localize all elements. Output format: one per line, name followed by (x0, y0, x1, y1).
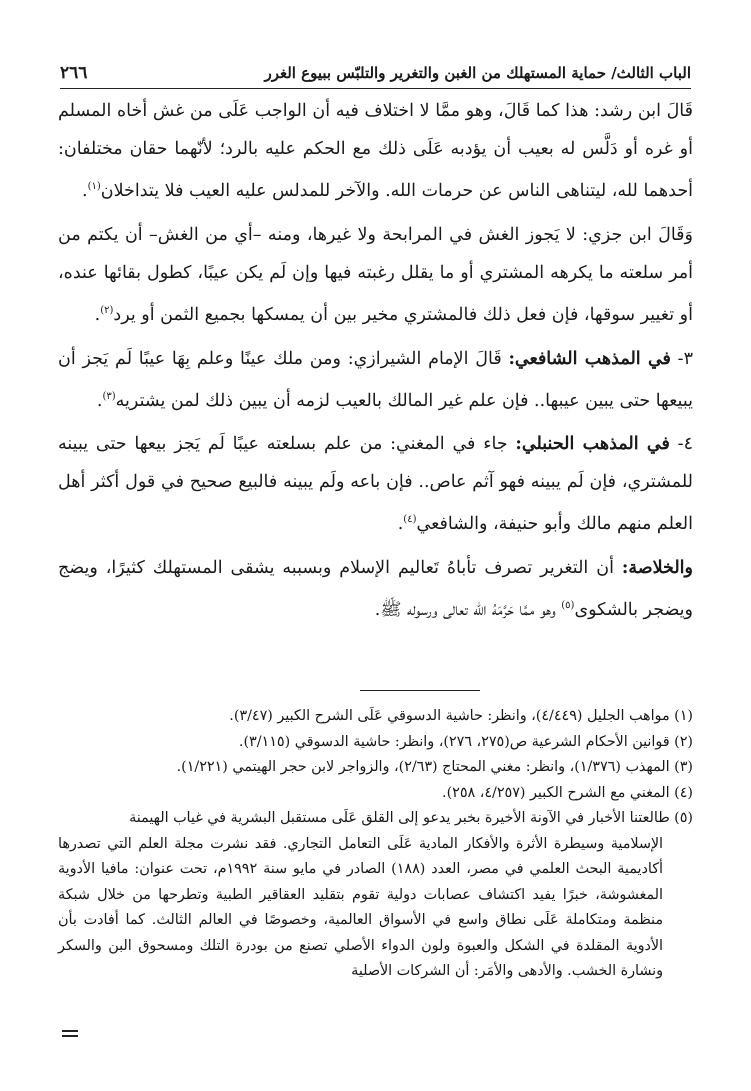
footnote-1: (١) مواهب الجليل (٤/٤٤٩)، وانظر: حاشية الدسوقي عَلَى الشرح الكبير (٣/٤٧). (229, 708, 693, 724)
footnote-ref-5: (٥) (561, 600, 575, 612)
footnote-ref-1: (١) (87, 181, 101, 192)
summary-heading: والخلاصة: (621, 558, 693, 579)
paragraph-ibn-rushd: قَالَ ابن رشد: هذا كما قَالَ، وهو ممَّا لا اختلاف فيه أن الواجب عَلَى من غش أخاه المسلم أو غره أو دَلَّس له بعيب أن يؤدبه عَلَى ذلك مع الحكم عليه بالرد؛ لأنّهما حقان مختلفان: أحدهما لله، ليتناهى الناس عن حرمات الله. والآخر للمدلس عليه العيب فلا يتداخلان$^{(١)}$. (58, 101, 693, 201)
footnote-ref-2: (٢) (100, 304, 114, 316)
section-heading-shafii: في المذهب الشافعي: (508, 348, 671, 369)
chapter-title: الباب الثالث/ حماية المستهلك من الغبن والتغرير والتلبّس ببيوع الغرر (264, 64, 691, 82)
footnote-2: (٢) قوانين الأحكام الشرعية ص(٢٧٥، ٢٧٦)، وانظر: حاشية الدسوقي (٣/١١٥). (238, 733, 693, 750)
footnotes (58, 704, 693, 985)
section-heading-hanbali: في المذهب الحنبلي: (515, 434, 670, 455)
paragraph-hanbali: ٤- في المذهب الحنبلي: جاء في المغني: من علم بسلعته عيبًا لَم يَجز بيعها حتى يبينه للمشتري، فإن لَم يبينه فهو آثم عاص.. فإن باعه ولَم يبينه فالبيع صحيح في قول أكثر أهل العلم منهم مالك وأبو حنيفة، والشافعي$^{(٤)}$. (58, 434, 693, 535)
page-number: ٢٦٦ (60, 63, 88, 83)
paragraph-shafii: ٣- في المذهب الشافعي: قَالَ الإمام الشيرازي: ومن ملك عينًا وعلم بِهَا عيبًا لَم يَجز أن يبيعها حتى يبين عيبها.. فإن علم غير المالك بالعيب لزمه أن يبين ذلك لمن يشتريه$^{(٣)}$. (58, 348, 693, 411)
footnote-ref-3: (٣) (102, 390, 116, 402)
footnote-5: (٥) طالعتنا الأخبار في الآونة الأخيرة بخبر يدعو إلى القلق عَلَى مستقبل البشرية في غياب الهيمنة (129, 810, 693, 826)
footnote-3: (٣) المهذب (١/٣٧٦)، وانظر: مغني المحتاج (٢/٦٣)، والزواجر لابن حجر الهيتمي (١/٢٢١). (176, 759, 693, 775)
main-text (58, 92, 693, 635)
footnote-separator (360, 690, 480, 691)
continuation-mark (62, 1030, 78, 1040)
paragraph-summary: والخلاصة: أن التغرير تصرف تأباهُ تَعاليم الإسلام وبسببه يشقى المستهلك كثيرًا، ويضج ويضجر بالشكوى$^{(٥)}$ وهو ممَّا حَرَّمَهُ الله تعالى ورسوله ﷺ. (58, 558, 693, 621)
footnote-5-continuation: الإسلامية وسيطرة الأثرة والأفكار المادية عَلَى التعامل التجاري. فقد نشرت مجلة العلم التي تصدرها أكاديمية البحث العلمي في مصر، العدد (١٨٨) الصادر في مايو سنة ١٩٩٢م، تحت عنوان: مافيا الأدوية المغشوشة، خبرًا يفيد اكتشاف عصابات دولية تقوم بتقليد العقاقير الطبية وتطرحها من خلال شبكة منظمة ومتكاملة عَلَى نطاق واسع في الأسواق العالمية، وخصوصًا في العالم الثالث. كما أفادت بأن الأدوية المقلدة في الشكل والعبوة ولون الدواء الأصلي تصنع من بودرة التلك ومسحوق البن والسكر ونشارة الخشب. والأدهى والأمَر: أن الشركات الأصلية (58, 835, 663, 979)
footnote-ref-4: (٤) (403, 514, 417, 526)
paragraph-ibn-juzay: وَقَالَ ابن جزي: لا يَجوز الغش في المرابحة ولا غيرها، ومنه –أي من الغش– أن يكتم من أمر سلعته ما يكرهه المشتري أو ما يقلل رغبته فيها وإن لَم يكن عيبًا، كطول بقائها عنده، أو تغيير سوقها، فإن فعل ذلك فالمشتري مخير بين أن يمسكها بجميع الثمن أو يرد$^{(٢)}$. (58, 224, 693, 325)
running-header (60, 58, 691, 89)
footnote-4: (٤) المغني مع الشرح الكبير (٤/٢٥٧، ٢٥٨). (442, 784, 693, 801)
